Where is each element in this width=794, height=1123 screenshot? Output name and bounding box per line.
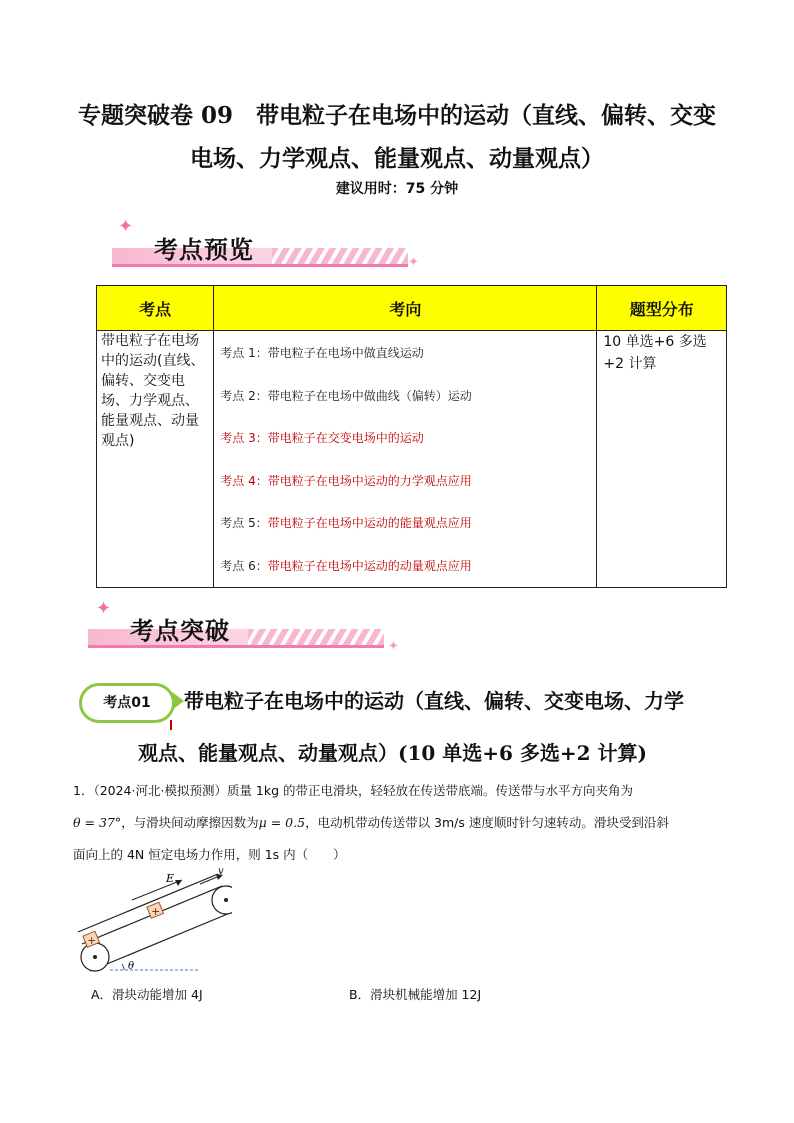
sparkle-icon: ✦ xyxy=(118,216,134,237)
label-theta: θ xyxy=(128,961,135,972)
pulley-axle xyxy=(93,955,97,959)
topic-heading-line1: 带电粒子在电场中的运动（直线、偏转、交变电场、力学 xyxy=(184,689,684,713)
topic-cell: 带电粒子在电场中的运动(直线、偏转、交变电场、力学观点、能量观点、动量观点) xyxy=(97,331,214,588)
point-item xyxy=(220,332,590,375)
arrow-head-icon xyxy=(175,880,182,886)
question-text: ，与滑块间动摩擦因数为 xyxy=(121,815,259,830)
belt-bottom-line xyxy=(90,913,230,971)
option-a[interactable]: A．滑块动能增加 4J xyxy=(91,987,203,1002)
mu-expression: μ = 0.5 xyxy=(258,815,306,830)
point-text: 带电粒子在电场中做曲线（偏转）运动 xyxy=(267,388,472,403)
point-item xyxy=(220,502,590,545)
distribution-cell: 10 单选+6 多选+2 计算 xyxy=(597,331,727,588)
page-title-line2: 电场、力学观点、能量观点、动量观点） xyxy=(190,145,604,172)
point-text: 带电粒子在电场中做直线运动 xyxy=(267,346,424,360)
table-header: 考点 xyxy=(97,286,214,331)
section-banner-overview xyxy=(96,226,416,276)
question-line: 1．（2024·河北·模拟预测）质量 1kg 的带正电滑块，轻轻放在传送带底端。传送带与水平方向夹角为 xyxy=(73,783,634,798)
theta-expression: θ = 37° xyxy=(73,815,122,830)
section-label: 考点预览 xyxy=(154,236,254,264)
section-banner-breakthrough xyxy=(72,607,392,657)
point-number: 考点 6： xyxy=(220,558,268,573)
question-line: 面向上的 4N 恒定电场力作用，则 1s 内（ ） xyxy=(73,847,346,862)
point-item xyxy=(220,545,590,588)
sparkle-icon: ✦ xyxy=(408,255,419,270)
point-number: 考点 3： xyxy=(220,431,268,445)
block-charge: + xyxy=(87,934,97,947)
point-number: 考点 1： xyxy=(220,346,268,360)
page-title-line1: 专题突破卷 09 带电粒子在电场中的运动（直线、偏转、交变 xyxy=(77,102,716,129)
angle-arc xyxy=(122,964,124,970)
label-E: E xyxy=(166,872,175,885)
sparkle-icon: ✦ xyxy=(96,598,112,619)
point-item xyxy=(220,375,590,418)
top-pulley xyxy=(212,886,232,914)
suggested-time: 建议用时：75 分钟 xyxy=(335,181,459,197)
topic-heading-line2: 观点、能量观点、动量观点）(10 单选+6 多选+2 计算) xyxy=(138,741,647,765)
table-header: 题型分布 xyxy=(597,286,727,331)
badge-label: 考点01 xyxy=(103,695,151,711)
conveyor-diagram xyxy=(72,862,232,977)
overview-table xyxy=(96,285,727,588)
points-cell xyxy=(214,331,597,588)
sparkle-icon: ✦ xyxy=(388,639,399,654)
point-text: 带电粒子在电场中运动的力学观点应用 xyxy=(267,473,472,488)
point-item xyxy=(220,460,590,503)
block-charge: + xyxy=(151,905,161,918)
question-text: ，电动机带动传送带以 3m/s 速度顺时针匀速转动。滑块受到沿斜 xyxy=(305,815,669,830)
field-arrow xyxy=(132,880,182,900)
pulley-axle xyxy=(224,898,228,902)
point-text: 带电粒子在电场中运动的动量观点应用 xyxy=(267,558,472,573)
question-line xyxy=(73,813,669,833)
topic-badge xyxy=(79,683,175,723)
badge-arrow-icon xyxy=(172,692,184,710)
point-number: 考点 2： xyxy=(220,388,268,403)
section-label: 考点突破 xyxy=(130,617,230,645)
point-number: 考点 5： xyxy=(220,516,268,530)
table-header: 考向 xyxy=(214,286,597,331)
point-text: 带电粒子在交变电场中的运动 xyxy=(267,431,424,445)
belt-top-line xyxy=(78,874,218,932)
badge-mark xyxy=(170,720,172,730)
point-number: 考点 4： xyxy=(220,473,268,488)
option-b[interactable]: B．滑块机械能增加 12J xyxy=(349,987,482,1002)
point-item xyxy=(220,417,590,460)
label-v: v xyxy=(218,866,224,877)
point-text: 带电粒子在电场中运动的能量观点应用 xyxy=(267,516,472,530)
